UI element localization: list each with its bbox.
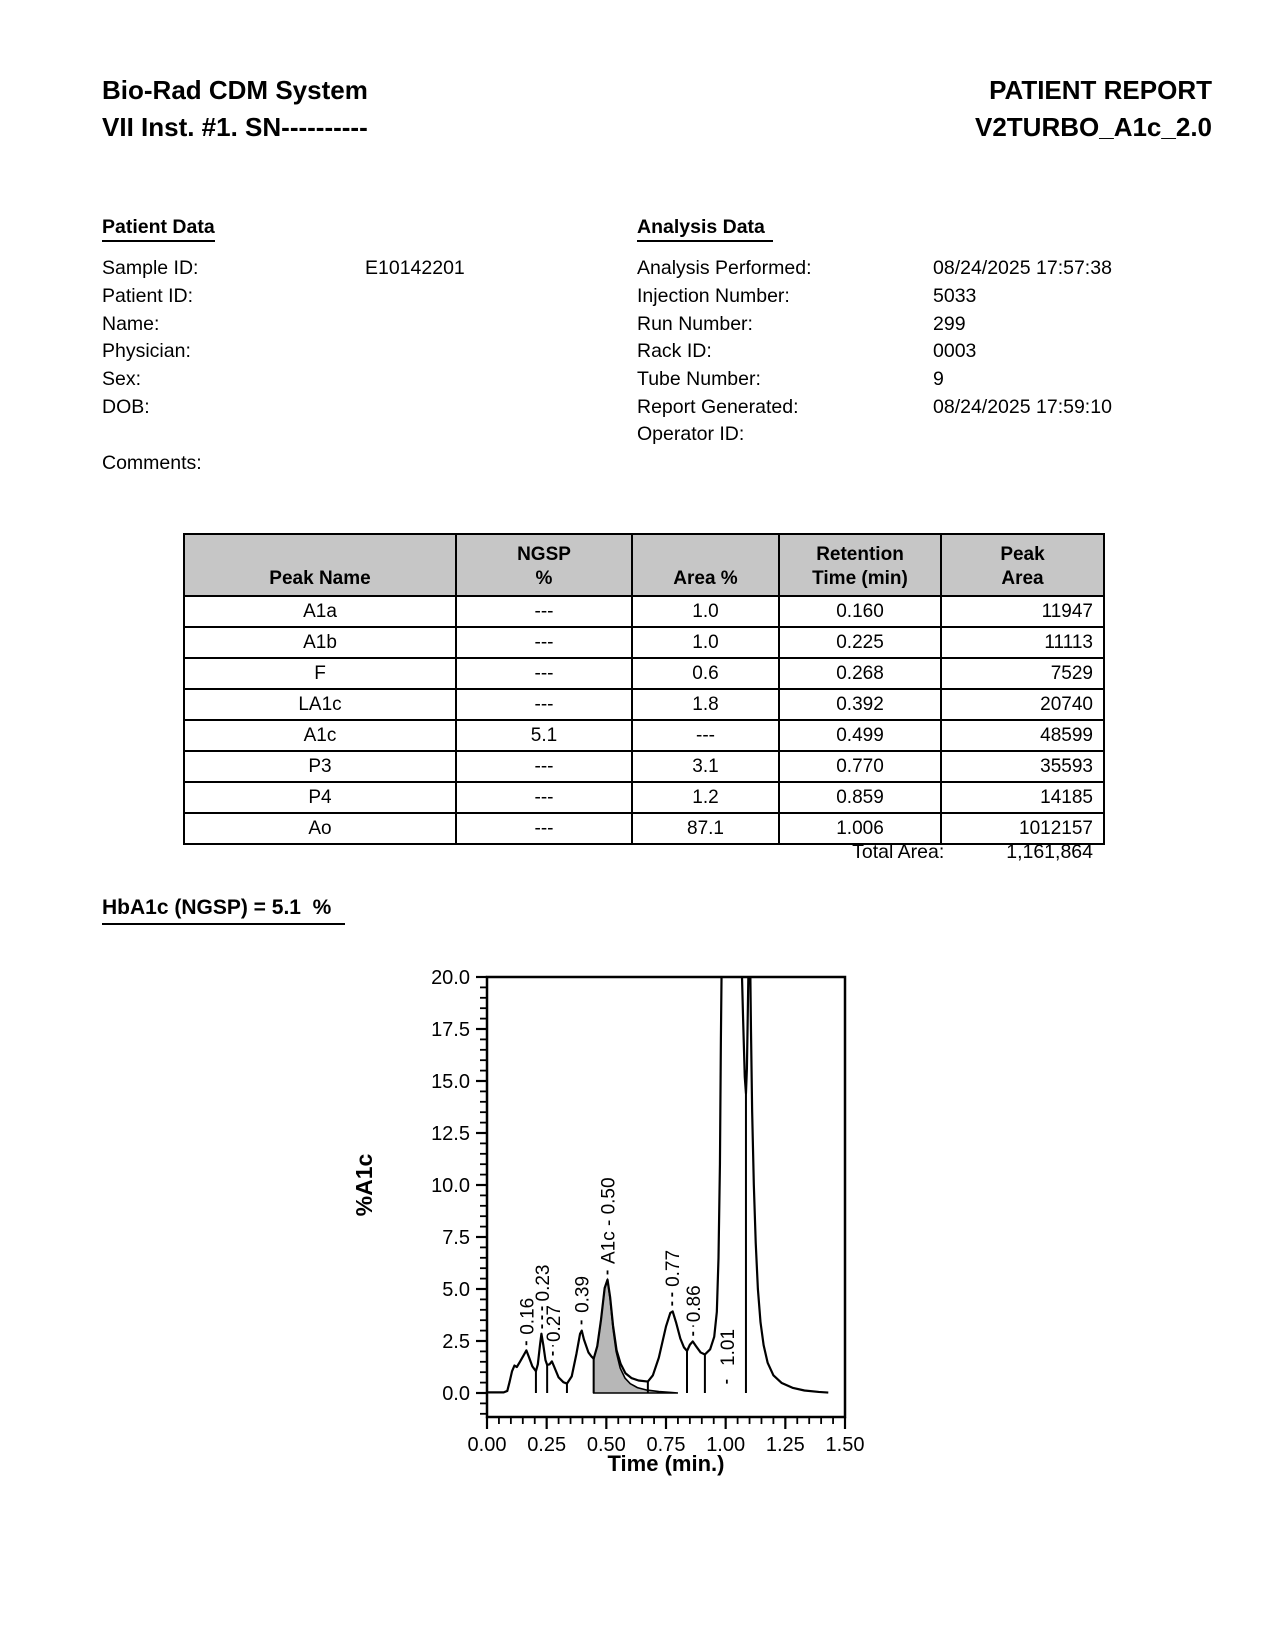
column-header: NGSP % — [456, 534, 632, 596]
field-value: 9 — [933, 368, 944, 391]
x-tick-label: 0.25 — [527, 1434, 567, 1456]
table-cell: 0.392 — [779, 689, 941, 720]
table-row — [184, 627, 1104, 658]
y-tick-label: 10.0 — [431, 1175, 470, 1197]
table-cell: 0.160 — [779, 596, 941, 627]
table-cell: 0.268 — [779, 658, 941, 689]
field-label: Operator ID: — [637, 423, 745, 446]
field-row — [637, 366, 1197, 394]
table-row — [184, 689, 1104, 720]
table-cell: 1.0 — [632, 627, 779, 658]
table-row — [184, 720, 1104, 751]
y-tick-label: 20.0 — [431, 967, 470, 989]
field-value: 5033 — [933, 285, 977, 308]
field-row — [637, 338, 1197, 366]
table-row — [184, 658, 1104, 689]
field-label: Tube Number: — [637, 368, 761, 391]
table-cell: --- — [456, 658, 632, 689]
patient-fields — [102, 255, 622, 421]
patient-data-section — [102, 216, 622, 421]
peak-label: 0.86 — [684, 1285, 706, 1323]
patient-data-heading: Patient Data — [102, 216, 215, 242]
analysis-data-section — [637, 216, 1197, 449]
peak-label: 1.01 — [717, 1328, 739, 1366]
table-row — [184, 813, 1104, 844]
field-row — [102, 338, 622, 366]
total-area-label: Total Area: — [852, 841, 945, 863]
table-row — [184, 751, 1104, 782]
table-cell: LA1c — [184, 689, 456, 720]
table-cell: --- — [456, 596, 632, 627]
table-cell: 5.1 — [456, 720, 632, 751]
table-cell: 1.8 — [632, 689, 779, 720]
a1c-peak-fill — [594, 1281, 678, 1393]
table-cell: --- — [456, 751, 632, 782]
peak-label: 0.39 — [572, 1275, 594, 1313]
method-name: V2TURBO_A1c_2.0 — [975, 112, 1212, 142]
table-cell: 3.1 — [632, 751, 779, 782]
analysis-data-heading: Analysis Data — [637, 216, 773, 242]
peak-label: 0.77 — [663, 1249, 685, 1287]
system-header — [102, 72, 368, 146]
table-cell: A1c — [184, 720, 456, 751]
field-value: 08/24/2025 17:57:38 — [933, 257, 1112, 280]
table-cell: 48599 — [941, 720, 1104, 751]
field-label: Analysis Performed: — [637, 257, 812, 280]
y-tick-label: 0.0 — [442, 1383, 470, 1405]
peak-table — [183, 533, 1105, 845]
y-tick-label: 5.0 — [442, 1279, 470, 1301]
table-cell: 1012157 — [941, 813, 1104, 844]
chromatogram — [340, 920, 900, 1520]
field-row — [637, 393, 1197, 421]
field-label: Physician: — [102, 340, 191, 363]
peak-table-head — [184, 534, 1104, 596]
peak-label: A1c - 0.50 — [598, 1177, 620, 1265]
field-row — [102, 255, 622, 283]
table-cell: 0.225 — [779, 627, 941, 658]
y-tick-label: 2.5 — [442, 1331, 470, 1353]
table-cell: F — [184, 658, 456, 689]
y-tick-label: 12.5 — [431, 1123, 470, 1145]
field-value: 0003 — [933, 340, 977, 363]
field-label: Patient ID: — [102, 285, 194, 308]
table-cell: A1a — [184, 596, 456, 627]
table-cell: --- — [632, 720, 779, 751]
table-cell: Ao — [184, 813, 456, 844]
table-cell: 1.0 — [632, 596, 779, 627]
table-cell: --- — [456, 782, 632, 813]
comments-label: Comments: — [102, 452, 202, 474]
table-cell: 7529 — [941, 658, 1104, 689]
column-header: Peak Area — [941, 534, 1104, 596]
total-area — [600, 841, 1093, 864]
column-header: Area % — [632, 534, 779, 596]
peak-label: 0.27 — [543, 1305, 565, 1343]
table-cell: 20740 — [941, 689, 1104, 720]
table-cell: 87.1 — [632, 813, 779, 844]
field-label: Sample ID: — [102, 257, 199, 280]
y-tick-label: 17.5 — [431, 1019, 470, 1041]
x-tick-label: 0.00 — [467, 1434, 507, 1456]
field-value: 299 — [933, 312, 966, 335]
field-row — [102, 283, 622, 311]
report-title: PATIENT REPORT — [989, 75, 1212, 105]
table-cell: --- — [456, 627, 632, 658]
field-row — [102, 310, 622, 338]
field-row — [102, 366, 622, 394]
field-value: 08/24/2025 17:59:10 — [933, 395, 1112, 418]
x-tick-label: 1.50 — [825, 1434, 865, 1456]
peak-label: 0.16 — [517, 1297, 539, 1335]
y-tick-label: 15.0 — [431, 1071, 470, 1093]
table-cell: A1b — [184, 627, 456, 658]
table-cell: 14185 — [941, 782, 1104, 813]
field-label: Run Number: — [637, 312, 753, 335]
field-row — [102, 393, 622, 421]
table-row — [184, 596, 1104, 627]
table-cell: 1.2 — [632, 782, 779, 813]
table-cell: --- — [456, 813, 632, 844]
field-row — [637, 310, 1197, 338]
column-header: Peak Name — [184, 534, 456, 596]
y-axis-title: %A1c — [351, 1153, 377, 1217]
table-cell: P3 — [184, 751, 456, 782]
field-label: DOB: — [102, 395, 150, 418]
field-label: Name: — [102, 312, 160, 335]
peak-label: 0.23 — [533, 1264, 555, 1302]
field-row — [637, 283, 1197, 311]
table-cell: 11113 — [941, 627, 1104, 658]
x-tick-label: 0.50 — [586, 1434, 626, 1456]
table-cell: 0.859 — [779, 782, 941, 813]
table-cell: 0.499 — [779, 720, 941, 751]
table-cell: 0.6 — [632, 658, 779, 689]
x-axis-title: Time (min.) — [607, 1451, 725, 1476]
table-cell: P4 — [184, 782, 456, 813]
field-value: E10142201 — [365, 257, 465, 280]
y-tick-label: 7.5 — [442, 1227, 470, 1249]
field-label: Rack ID: — [637, 340, 712, 363]
table-cell: 11947 — [941, 596, 1104, 627]
field-label: Report Generated: — [637, 395, 799, 418]
field-label: Sex: — [102, 368, 142, 391]
field-row — [637, 255, 1197, 283]
report-header — [975, 72, 1212, 146]
table-cell: 35593 — [941, 751, 1104, 782]
table-cell: 1.006 — [779, 813, 941, 844]
table-cell: 0.770 — [779, 751, 941, 782]
analysis-fields — [637, 255, 1197, 449]
field-label: Injection Number: — [637, 285, 790, 308]
column-header: Retention Time (min) — [779, 534, 941, 596]
total-area-value: 1,161,864 — [1006, 841, 1093, 863]
instrument-line: VII Inst. #1. SN---------- — [102, 112, 368, 142]
table-cell: --- — [456, 689, 632, 720]
table-row — [184, 782, 1104, 813]
field-row — [637, 421, 1197, 449]
plot-box — [487, 977, 845, 1417]
hba1c-result: HbA1c (NGSP) = 5.1 % — [102, 896, 345, 925]
x-tick-label: 1.00 — [706, 1434, 746, 1456]
x-tick-label: 0.75 — [646, 1434, 686, 1456]
peak-table-body — [184, 596, 1104, 844]
x-tick-label: 1.25 — [765, 1434, 805, 1456]
system-name: Bio-Rad CDM System — [102, 75, 368, 105]
